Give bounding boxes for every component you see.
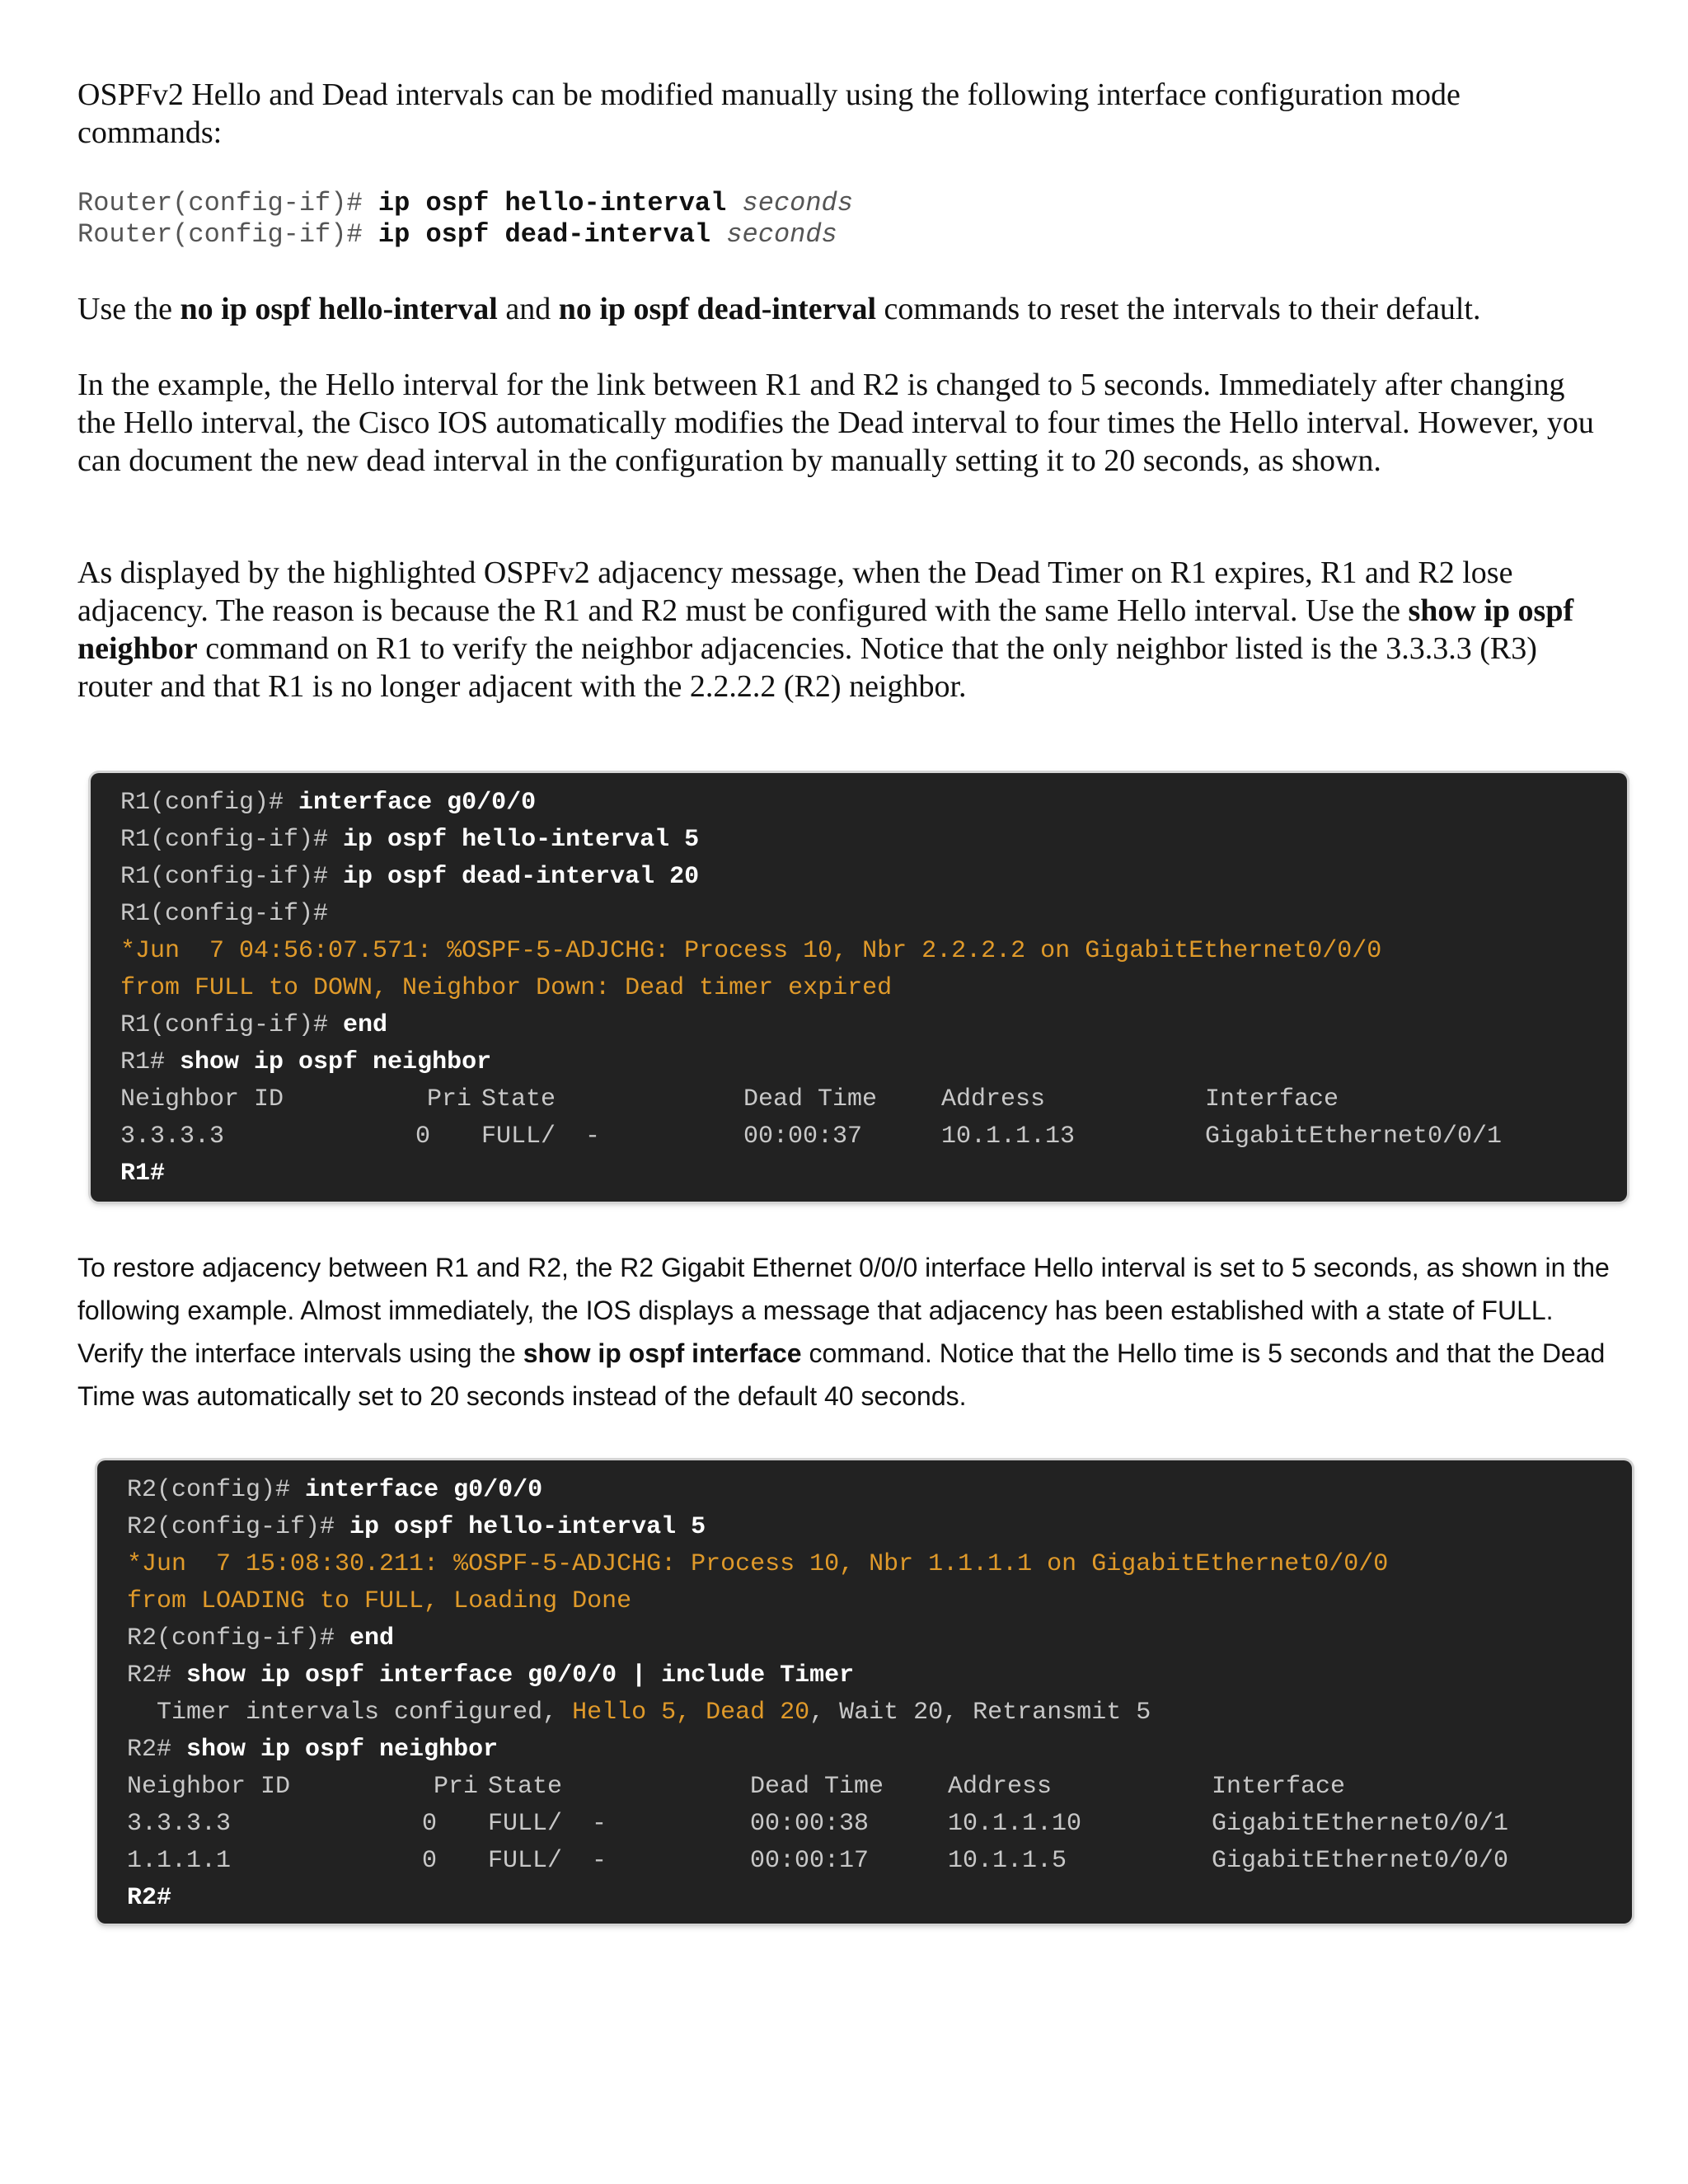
terminal-line: [127, 1880, 1632, 1917]
neighbor-interface: GigabitEthernet0/0/1: [1205, 1122, 1503, 1151]
prompt: R1(config-if)#: [120, 863, 344, 891]
column-header: Interface: [1205, 1085, 1339, 1113]
prompt: R2#: [127, 1884, 172, 1912]
adjacency-text: As displayed by the highlighted OSPFv2 adjacency message, when the Dead Timer on R1 expires, R1 and R2 lose adjacency. The reason is because the R1 and R2 must be configured with the same Hello interval. Use the: [77, 555, 1513, 628]
terminal-line: [120, 1044, 1627, 1081]
command: end: [349, 1624, 395, 1652]
terminal-r2: [97, 1460, 1632, 1924]
terminal-line: [120, 785, 1627, 822]
restore-text: To restore adjacency between R1 and R2, the R2 Gigabit Ethernet 0/0/0 interface Hello interval is set to 5 seconds, as shown in the following example. Almost immediately, the IOS displays a message that adjacency has been established with a state of FULL. Verify the interface intervals using the: [77, 1253, 1610, 1368]
command: ip ospf dead-interval 20: [343, 863, 700, 891]
intro-paragraph: OSPFv2 Hello and Dead intervals can be modified manually using the following interface configuration mode commands:: [77, 77, 1461, 150]
reset-command-dead: no ip ospf dead-interval: [558, 292, 877, 326]
command: end: [343, 1011, 388, 1039]
prompt: R1#: [120, 1048, 181, 1076]
example-paragraph: In the example, the Hello interval for the link between R1 and R2 is changed to 5 seconds. Immediately after changing the Hello interval, the Cisco IOS automatically modifies the Dead interval to four times the Hello interval. However, you can document the new dead interval in the configuration by manually setting it to 20 seconds, as shown.: [77, 368, 1594, 478]
prompt: R1(config)#: [120, 789, 299, 817]
neighbor-dead-time: 00:00:38: [750, 1810, 870, 1838]
neighbor-table-header: [127, 1769, 1632, 1806]
timer-text: , Wait 20, Retransmit 5: [809, 1699, 1151, 1727]
timer-highlight: Hello 5, Dead 20: [572, 1699, 810, 1727]
timer-intervals-line: [127, 1694, 1632, 1732]
neighbor-table-row: [127, 1843, 1632, 1880]
command: ip ospf hello-interval 5: [349, 1513, 706, 1541]
neighbor-table-header: [120, 1081, 1627, 1118]
neighbor-interface: GigabitEthernet0/0/1: [1212, 1810, 1509, 1838]
neighbor-state: FULL/ -: [481, 1122, 601, 1151]
column-header: Address: [941, 1085, 1046, 1113]
column-header: Address: [948, 1773, 1053, 1801]
syntax-argument: seconds: [726, 188, 853, 218]
neighbor-state: FULL/ -: [488, 1847, 607, 1875]
terminal-line: [120, 1155, 1627, 1193]
terminal-r1: [91, 773, 1627, 1202]
column-header: Pri: [434, 1773, 479, 1801]
prompt: R1#: [120, 1160, 166, 1188]
adjacency-log-message: from FULL to DOWN, Neighbor Down: Dead timer expired: [120, 974, 893, 1002]
column-header: Neighbor ID: [127, 1773, 291, 1801]
adjacency-log-message: *Jun 7 15:08:30.211: %OSPF-5-ADJCHG: Process 10, Nbr 1.1.1.1 on GigabitEthernet0/0/0: [127, 1550, 1389, 1578]
neighbor-address: 10.1.1.5: [948, 1847, 1067, 1875]
adjacency-log-message: from LOADING to FULL, Loading Done: [127, 1587, 632, 1615]
syntax-line-dead: [77, 219, 853, 251]
terminal-line: [127, 1472, 1632, 1509]
command: show ip ospf neighbor: [180, 1048, 492, 1076]
command: interface g0/0/0: [298, 789, 537, 817]
prompt: R1(config-if)#: [120, 900, 329, 928]
neighbor-state: FULL/ -: [488, 1810, 607, 1838]
command: interface g0/0/0: [305, 1476, 543, 1504]
neighbor-id: 1.1.1.1: [127, 1847, 232, 1875]
neighbor-id: 3.3.3.3: [120, 1122, 225, 1151]
terminal-line: [127, 1620, 1632, 1657]
column-header: Dead Time: [743, 1085, 878, 1113]
neighbor-table-row: [120, 1118, 1627, 1155]
neighbor-priority: 0: [415, 1122, 431, 1151]
command: show ip ospf neighbor: [186, 1736, 499, 1764]
column-header: State: [481, 1085, 556, 1113]
neighbor-dead-time: 00:00:17: [750, 1847, 870, 1875]
terminal-line: [120, 896, 1627, 933]
neighbor-address: 10.1.1.10: [948, 1810, 1082, 1838]
restore-text: command. Notice that the Hello time is 5 seconds and that the Dead Time was automatically set to 20 seconds instead of the default 40 seconds.: [77, 1338, 1606, 1411]
neighbor-priority: 0: [422, 1847, 438, 1875]
restore-paragraph: [77, 1246, 1611, 1418]
column-header: Interface: [1212, 1773, 1346, 1801]
neighbor-dead-time: 00:00:37: [743, 1122, 863, 1151]
terminal-line: [127, 1509, 1632, 1546]
terminal-line: [127, 1732, 1632, 1769]
terminal-line: [120, 1007, 1627, 1044]
column-header: Dead Time: [750, 1773, 884, 1801]
column-header: Pri: [427, 1085, 472, 1113]
prompt: R2(config-if)#: [127, 1513, 350, 1541]
reset-text: Use the: [77, 292, 181, 326]
prompt: R1(config-if)#: [120, 1011, 344, 1039]
syntax-line-hello: [77, 188, 853, 219]
reset-command-hello: no ip ospf hello-interval: [180, 292, 498, 326]
command: ip ospf hello-interval 5: [343, 826, 700, 854]
command: show ip ospf interface g0/0/0 | include Timer: [186, 1661, 855, 1690]
syntax-command: ip ospf dead-interval: [377, 219, 711, 250]
adjacency-log-message: *Jun 7 04:56:07.571: %OSPF-5-ADJCHG: Process 10, Nbr 2.2.2.2 on GigabitEthernet0/0/0: [120, 937, 1382, 965]
reset-text: commands to reset the intervals to their default.: [876, 292, 1481, 326]
adjacency-command: show ip ospf neighbor: [77, 593, 1574, 666]
prompt: R2(config)#: [127, 1476, 306, 1504]
prompt: R2#: [127, 1661, 187, 1690]
adjacency-text: command on R1 to verify the neighbor adjacencies. Notice that the only neighbor listed is the 3.3.3.3 (R3) router and that R1 is no longer adjacent with the 2.2.2.2 (R2) neighbor.: [77, 631, 1537, 704]
syntax-prompt: Router(config-if)#: [77, 219, 378, 250]
column-header: State: [488, 1773, 563, 1801]
restore-command: show ip ospf interface: [523, 1338, 802, 1368]
neighbor-address: 10.1.1.13: [941, 1122, 1076, 1151]
neighbor-id: 3.3.3.3: [127, 1810, 232, 1838]
prompt: R1(config-if)#: [120, 826, 344, 854]
reset-text: and: [497, 292, 559, 326]
reset-paragraph: [77, 290, 1611, 328]
column-header: Neighbor ID: [120, 1085, 284, 1113]
neighbor-interface: GigabitEthernet0/0/0: [1212, 1847, 1509, 1875]
terminal-line: [127, 1657, 1632, 1694]
terminal-line: [120, 859, 1627, 896]
syntax-argument: seconds: [710, 219, 837, 250]
syntax-block: [77, 188, 853, 251]
syntax-prompt: Router(config-if)#: [77, 188, 378, 218]
neighbor-table-row: [127, 1806, 1632, 1843]
neighbor-priority: 0: [422, 1810, 438, 1838]
prompt: R2#: [127, 1736, 187, 1764]
syntax-command: ip ospf hello-interval: [377, 188, 727, 218]
prompt: R2(config-if)#: [127, 1624, 350, 1652]
timer-text: Timer intervals configured,: [127, 1699, 573, 1727]
adjacency-paragraph: [77, 554, 1611, 705]
terminal-line: [120, 822, 1627, 859]
